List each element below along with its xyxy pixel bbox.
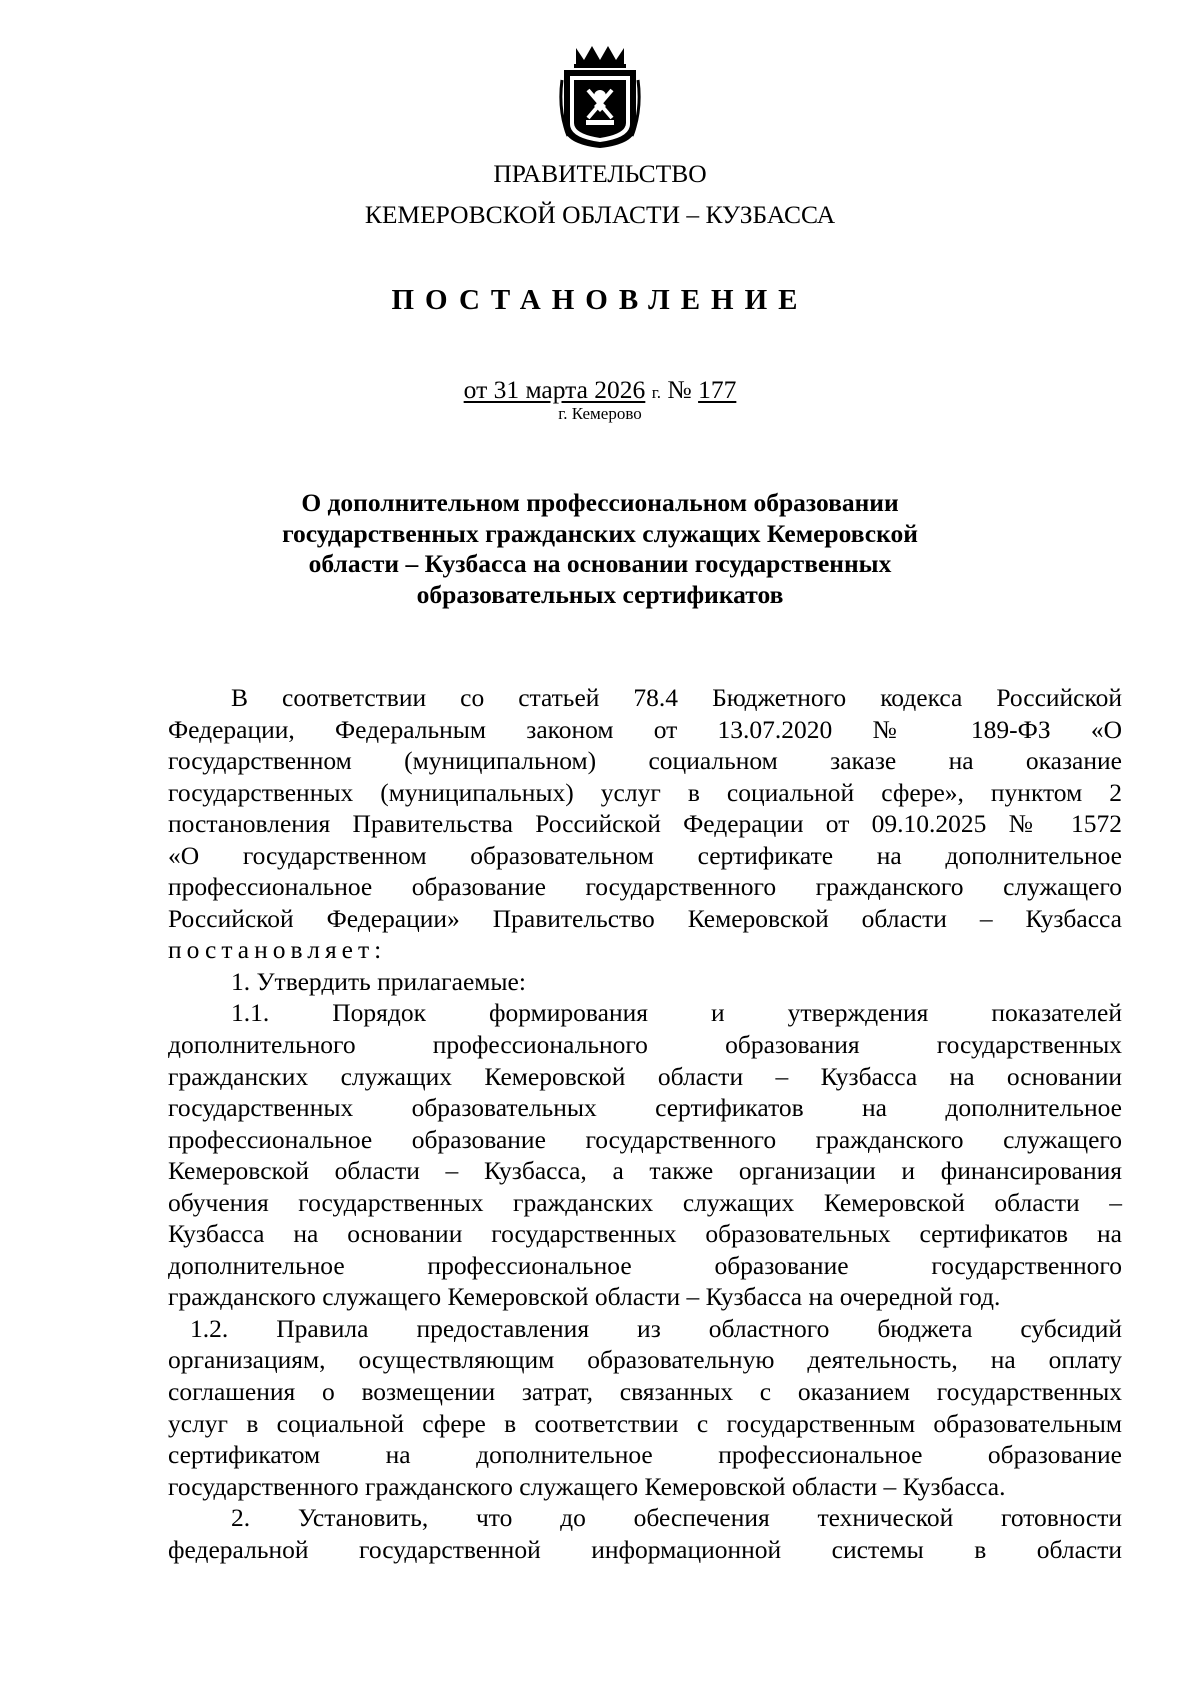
text-line: сертификатом на дополнительное профессиональное образование	[168, 1440, 1122, 1470]
text-line: Федерации, Федеральным законом от 13.07.2020 № 189-ФЗ «О	[168, 714, 1122, 744]
title-line: государственных гражданских служащих Кемеровской	[282, 518, 918, 548]
item-1	[168, 966, 1122, 998]
title-line: области – Кузбасса на основании государственных	[308, 549, 892, 578]
text-line: гражданского служащего Кемеровской области – Кузбасса на очередной год.	[168, 1282, 1001, 1312]
org-line-2: КЕМЕРОВСКОЙ ОБЛАСТИ – КУЗБАССА	[364, 200, 836, 229]
title-line: образовательных сертификатов	[416, 579, 784, 609]
text-line: 2. Установить, что до обеспечения технической готовности	[231, 1503, 1122, 1533]
text-line: государственных образовательных сертификатов на дополнительное	[168, 1093, 1122, 1123]
org-line-1: ПРАВИТЕЛЬСТВО	[493, 159, 707, 188]
text-line: В соответствии со статьей 78.4 Бюджетного кодекса Российской	[231, 683, 1122, 712]
text-line: 1. Утвердить прилагаемые:	[231, 966, 526, 996]
document-date: от 31 марта 2026	[463, 375, 646, 404]
text-line: государственных (муниципальных) услуг в социальной сфере», пунктом 2	[168, 777, 1122, 807]
text-line: 1.2. Правила предоставления из областного бюджета субсидий	[190, 1313, 1122, 1343]
text-line: услуг в социальной сфере в соответствии с государственным образовательным	[168, 1408, 1122, 1438]
item-1-1	[168, 997, 1122, 1312]
document-place: г. Кемерово	[558, 404, 642, 423]
year-suffix: г.	[651, 383, 661, 402]
text-line: дополнительное профессиональное образование государственного	[168, 1250, 1122, 1280]
text-line: 1.1. Порядок формирования и утверждения показателей	[231, 998, 1122, 1028]
number-sign: №	[667, 375, 692, 404]
document-title	[260, 488, 940, 610]
text-line: постановления Правительства Российской Федерации от 09.10.2025 № 1572	[168, 809, 1122, 839]
text-line: «О государственном образовательном сертификате на дополнительное	[168, 840, 1122, 870]
item-2	[168, 1502, 1122, 1565]
text-line: дополнительного профессионального образования государственных	[168, 1030, 1122, 1060]
text-line: профессиональное образование государственного гражданского служащего	[168, 1124, 1122, 1154]
coat-of-arms-emblem	[558, 40, 642, 150]
text-line: организациям, осуществляющим образовательную деятельность, на оплату	[168, 1345, 1122, 1375]
text-line: государственном (муниципальном) социальном заказе на оказание	[168, 746, 1122, 776]
text-line: Кузбасса на основании государственных образовательных сертификатов на	[168, 1219, 1122, 1249]
organization-name	[0, 157, 1200, 231]
resolves-word: постановляет:	[168, 935, 387, 965]
text-line: профессиональное образование государственного гражданского служащего	[168, 872, 1122, 902]
preamble-paragraph	[168, 682, 1122, 966]
item-1-2	[168, 1313, 1122, 1502]
text-line: соглашения о возмещении затрат, связанных с оказанием государственных	[168, 1377, 1122, 1407]
text-line: Российской Федерации» Правительство Кемеровской области – Кузбасса	[168, 903, 1122, 933]
document-type: ПОСТАНОВЛЕНИЕ	[391, 284, 809, 316]
text-line: государственного гражданского служащего Кемеровской области – Кузбасса.	[168, 1471, 1006, 1501]
document-number: 177	[698, 375, 737, 404]
text-line: обучения государственных гражданских служащих Кемеровской области –	[168, 1187, 1122, 1217]
title-line: О дополнительном профессиональном образовании	[301, 488, 899, 517]
text-line: гражданских служащих Кемеровской области – Кузбасса на основании	[168, 1061, 1122, 1091]
text-line: федеральной государственной информационной системы в области	[168, 1534, 1122, 1564]
document-body	[168, 682, 1122, 1565]
date-number-line	[0, 375, 1200, 405]
text-line: Кемеровской области – Кузбасса, а также организации и финансирования	[168, 1156, 1122, 1186]
